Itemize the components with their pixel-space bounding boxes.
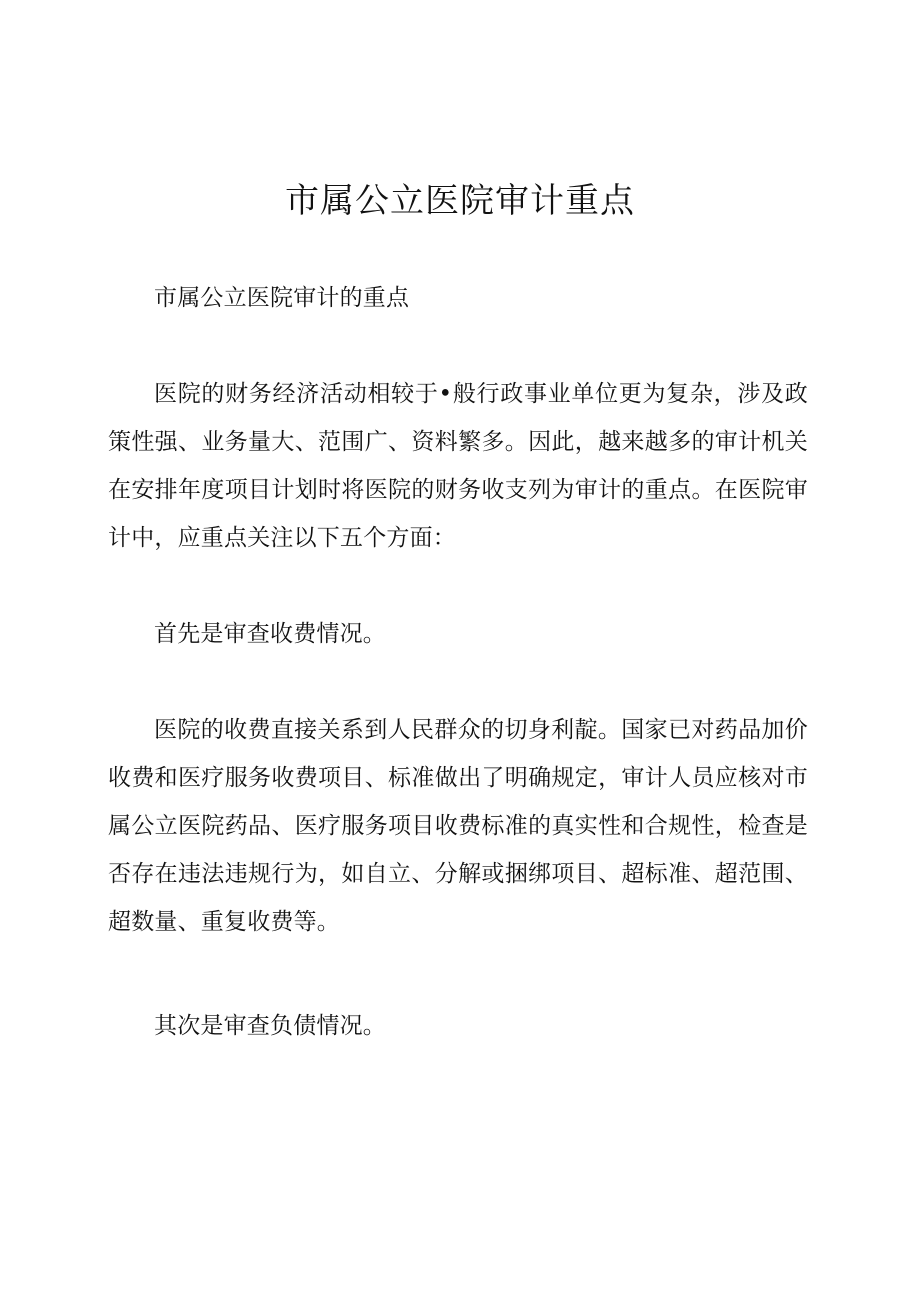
document-title: 市属公立医院审计重点 bbox=[285, 181, 635, 221]
paragraph-second-point: 其次是审查负债情况。 bbox=[154, 1013, 386, 1039]
paragraph-subtitle: 市属公立医院审计的重点 bbox=[154, 285, 410, 311]
paragraph-fees: 医院的收费直接关系到人民群众的切身利靛。国家已对药品加价收费和医疗服务收费项目、标准做出了明确规定，审计人员应核对市属公立医院药品、医疗服务项目收费标准的真实性和合规性，检查是否存在违法违规行为，如自立、分解或捆绑项目、超标准、超范围、超数量、重复收费等。 bbox=[108, 717, 808, 935]
paragraph-intro: 医院的财务经济活动相较于•般行政事业单位更为复杂，涉及政策性强、业务量大、范围广、资料繁多。因此，越来越多的审计机关在安排年度项目计划时将医院的财务收支列为审计的重点。在医院审计中，应重点关注以下五个方面： bbox=[108, 381, 808, 551]
paragraph-first-point: 首先是审查收费情况。 bbox=[154, 621, 386, 647]
